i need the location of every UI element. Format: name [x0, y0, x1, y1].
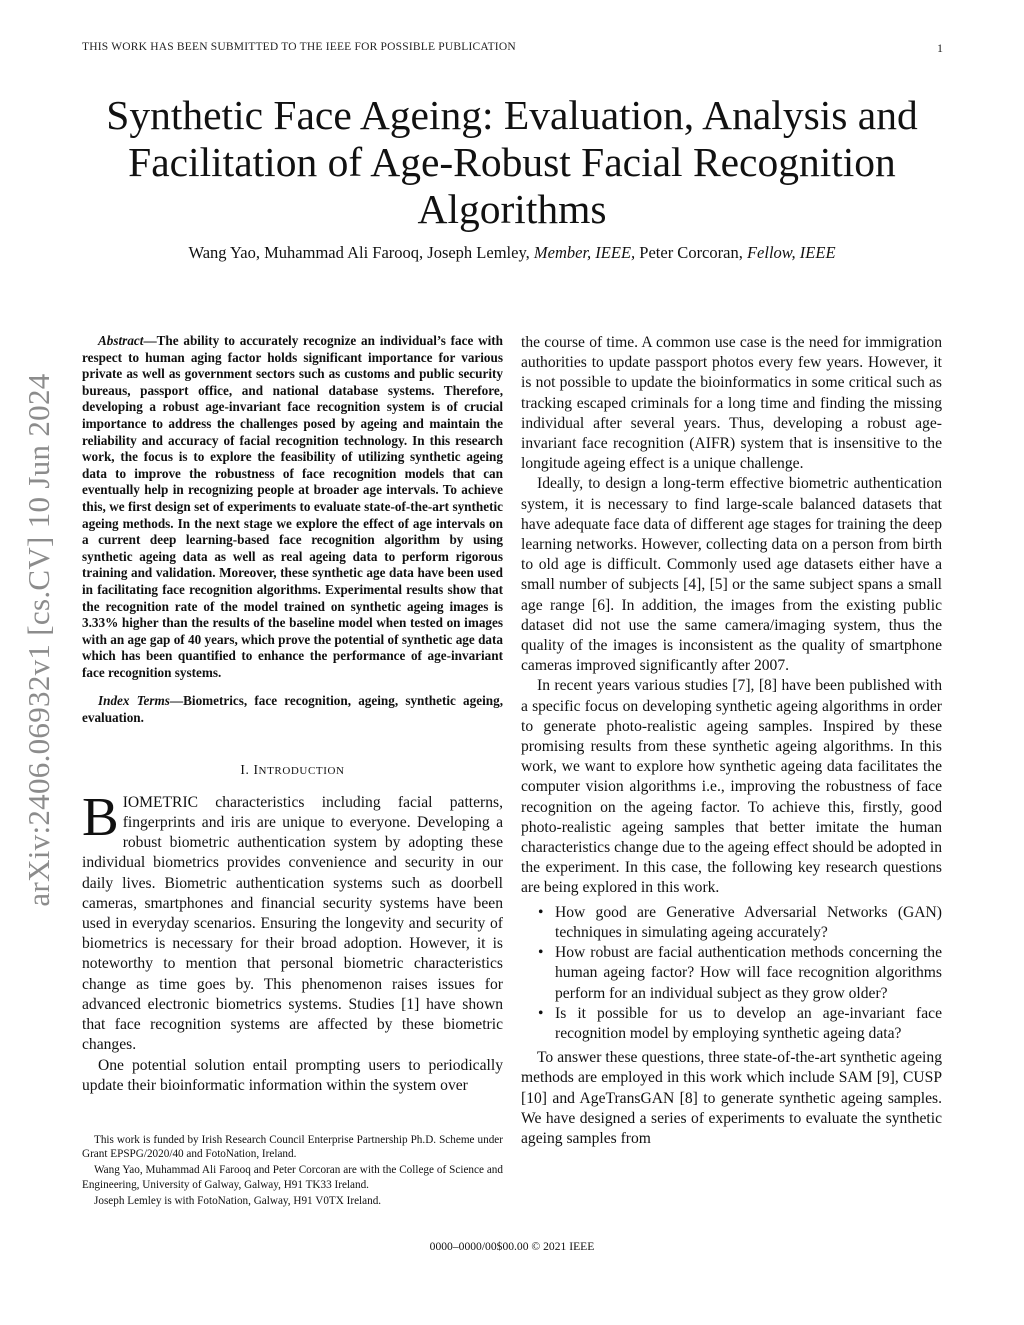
- author-role-fellow: Fellow, IEEE: [746, 243, 836, 262]
- index-terms-text: —Biometrics, face recognition, ageing, synthetic ageing, evaluation.: [82, 693, 503, 726]
- section-title-rest: NTRODUCTION: [258, 764, 345, 777]
- footnotes: [82, 1133, 503, 1210]
- section-number: I.: [240, 761, 254, 777]
- abstract-label: Abstract: [98, 333, 144, 348]
- research-question-2: How robust are facial authentication methods concerning the human ageing factor? How will face recognition algorithms perform for an individual subject as they grow older?: [555, 944, 942, 1002]
- abstract: [82, 333, 503, 681]
- intro-paragraph-2-continued: the course of time. A common use case is the need for immigration authorities to update passport photos every few years. However, it is not possible to update the bioinformatics in some critical such as tracking escaped criminals for a long time and finding the missing individual after several years. Thus, developing a robust age-invariant face recognition (AIFR) system that is insensitive to the longitude ageing effect is a unique challenge.: [521, 334, 942, 473]
- running-header: THIS WORK HAS BEEN SUBMITTED TO THE IEEE FOR POSSIBLE PUBLICATION: [82, 41, 516, 53]
- author-list: [82, 243, 942, 263]
- left-column: [82, 333, 503, 1096]
- bullet-icon: •: [538, 1004, 544, 1022]
- page-number: 1: [937, 41, 943, 55]
- intro-paragraph-4: In recent years various studies [7], [8] have been published with a specific focus on developing synthetic ageing algorithms in order to generate photo-realistic ageing samples. Inspired by these promising results from these synthetic ageing algorithms. In this work, we want to explore how synthetic ageing data facilitates the computer vision algorithms i.e., improving the robustness of face recognition on the ageing factor. To achieve this, firstly, good photo-realistic ageing samples that better imitate the human characteristics change due to the ageing effect should be adopted in the experiment. In this case, the following key research questions are being explored in this work.: [521, 677, 942, 897]
- footnote-funding: This work is funded by Irish Research Council Enterprise Partnership Ph.D. Scheme under Grant EPSPG/2020/40 and FotoNation, Ireland.: [82, 1134, 503, 1161]
- abstract-text: —The ability to accurately recognize an individual’s face with respect to human aging factor holds significant importance for various private as well as government sectors such as customs and public security bureaus, passport office, and national database systems. Therefore, developing a robust age-invariant face recognition system is of crucial importance to address the challenges posed by ageing and maintain the reliability and accuracy of facial recognition technology. In this research work, the focus is to explore the feasibility of utilizing synthetic ageing data to improve the robustness of face recognition models that can eventually help in recognizing people at broader age intervals. To achieve this, we first design set of experiments to evaluate state-of-the-art synthetic ageing methods. In the next stage we explore the effect of age intervals on a current deep learning-based face recognition algorithm by using synthetic ageing data as well as real ageing data to perform rigorous training and validation. Moreover, these synthetic age data have been used in facilitating face recognition algorithms. Experimental results show that the recognition rate of the model trained on synthetic ageing images is 3.33% higher than the results of the baseline model when tested on images with an age gap of 40 years, which prove the potential of synthetic age data which has been quantified to enhance the performance of age-invariant face recognition systems.: [82, 333, 503, 680]
- bullet-icon: •: [538, 944, 544, 962]
- bullet-icon: •: [538, 903, 544, 921]
- list-item: [521, 903, 942, 943]
- index-terms-label: Index Terms: [98, 693, 170, 709]
- research-question-3: Is it possible for us to develop an age-invariant face recognition model by employing synthetic ageing data?: [555, 1004, 942, 1042]
- list-item: [521, 943, 942, 1004]
- index-terms: [82, 693, 503, 726]
- section-title-initial: I: [253, 761, 259, 777]
- arxiv-identifier-stamp: arXiv:2406.06932v1 [cs.CV] 10 Jun 2024: [21, 373, 56, 907]
- section-heading-introduction: [82, 760, 503, 781]
- authors-part-2: Peter Corcoran,: [635, 243, 747, 262]
- intro-paragraph-5: To answer these questions, three state-of-the-art synthetic ageing methods are employed in this work which include SAM [9], CUSP [10] and AgeTransGAN [8] to generate synthetic ageing samples. We have designed a series of experiments to evaluate the synthetic ageing samples from: [521, 1049, 942, 1147]
- research-question-1: How good are Generative Adversarial Networks (GAN) techniques in simulating ageing accurately?: [555, 903, 942, 941]
- drop-cap: B: [82, 785, 119, 847]
- right-column: [521, 333, 942, 1149]
- authors-part-1: Wang Yao, Muhammad Ali Farooq, Joseph Lemley,: [188, 243, 534, 262]
- footnote-affiliation-2: Joseph Lemley is with FotoNation, Galway, H91 V0TX Ireland.: [94, 1194, 382, 1207]
- copyright-footer: 0000–0000/00$00.00 © 2021 IEEE: [429, 1240, 595, 1253]
- intro-paragraph-1-text: IOMETRIC characteristics including facial patterns, fingerprints and iris are unique to everyone. Developing a robust biometric authentication system by adopting these individual biometrics provides convenience and security in our daily lives. Biometric authentication systems such as doorbell cameras, smartphones and financial security systems have been used in everyday scenarios. Ensuring the longevity and security of biometrics is necessary for their broad adoption. However, it is noteworthy to mention that personal biometric characteristics change as time goes by. This phenomenon raises issues for advanced electronic biometrics systems. Studies [1] have shown that face recognition systems are affected by these biometric changes.: [82, 793, 503, 1054]
- list-item: [521, 1004, 942, 1044]
- paper-title: Synthetic Face Ageing: Evaluation, Analysis and Facilitation of Age-Robust Facial Recognition Algorithms: [106, 92, 918, 232]
- intro-paragraph-3: Ideally, to design a long-term effective biometric authentication system, it is necessary to find large-scale balanced datasets that have adequate face data of different age stages for training the deep learning networks. However, collecting data on a person from birth to old age is difficult. Commonly used age datasets either have a small number of subjects [4], [5] or the same subject spans a small age range [6]. In addition, the images from the existing public dataset did not use the same camera/imaging system, thus the quality of the images is inconsistent as the quality of smartphone cameras improved significantly after 2007.: [521, 475, 942, 675]
- footnote-affiliation: Wang Yao, Muhammad Ali Farooq and Peter Corcoran are with the College of Science and Engineering, University of Galway, Galway, H91 TK33 Ireland.: [82, 1164, 503, 1191]
- intro-paragraph-1: [82, 785, 503, 1056]
- research-questions-list: [521, 903, 942, 1044]
- author-role-member: Member, IEEE,: [533, 243, 636, 262]
- intro-paragraph-2: One potential solution entail prompting users to periodically update their bioinformatic information within the system over: [82, 1056, 503, 1094]
